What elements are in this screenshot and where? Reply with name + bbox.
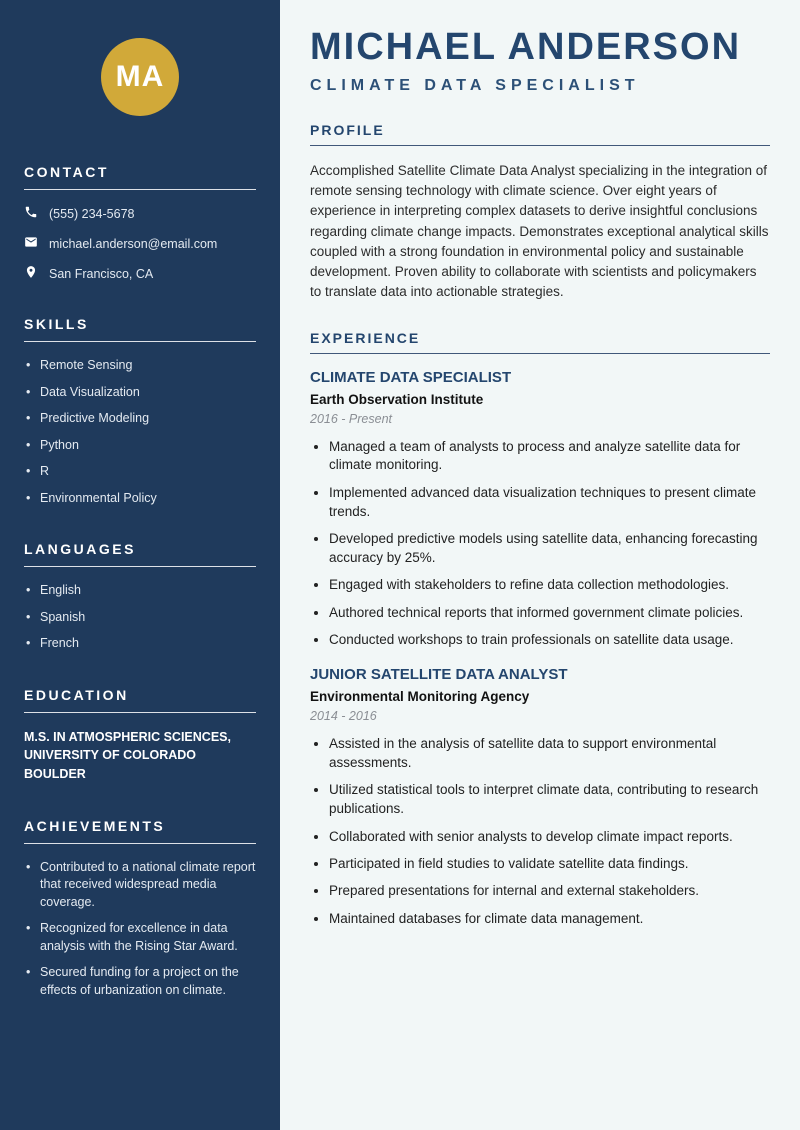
job-entry-1 xyxy=(310,369,770,651)
profile-text: Accomplished Satellite Climate Data Analyst specializing in the integration of remote sensing technology with climate science. Over eight years of experience in interpreting complex datasets to derive insightful conclusions regarding climate change impacts. Demonstrates exceptional analytical skills coupled with a strong foundation in environmental policy and sustainable development. Proven ability to collaborate with scientists and policymakers to translate data into actionable strategies. xyxy=(310,162,769,300)
job-2-title: JUNIOR SATELLITE DATA ANALYST xyxy=(310,666,568,684)
contact-email-row xyxy=(24,235,256,252)
job-bullet: • Conducted workshops to train professionals on satellite data usage. xyxy=(329,631,770,650)
job-bullet: • Maintained databases for climate data management. xyxy=(329,910,770,929)
achievements-divider xyxy=(24,843,256,844)
profile-section xyxy=(310,122,770,303)
languages-section xyxy=(24,541,256,653)
education-divider xyxy=(24,712,256,713)
languages-list xyxy=(24,582,256,653)
contact-location-text: San Francisco, CA xyxy=(49,266,154,281)
profile-divider xyxy=(310,145,770,146)
job-entry-2 xyxy=(310,666,770,929)
contact-section xyxy=(24,164,256,282)
skill-item: • Remote Sensing xyxy=(24,357,256,375)
language-item: • Spanish xyxy=(24,609,256,627)
job-bullet: • Authored technical reports that informed government climate policies. xyxy=(329,604,770,623)
location-icon xyxy=(24,265,38,282)
achievement-item: • Contributed to a national climate report that received widespread media coverage. xyxy=(24,859,256,912)
job-bullet: • Utilized statistical tools to interpret climate data, contributing to research publications. xyxy=(329,781,770,819)
job-bullet: • Managed a team of analysts to process and analyze satellite data for climate monitoring. xyxy=(329,438,770,476)
phone-icon xyxy=(24,205,38,222)
achievement-item: • Secured funding for a project on the effects of urbanization on climate. xyxy=(24,964,256,999)
skill-item: • Data Visualization xyxy=(24,384,256,402)
job-bullet: • Implemented advanced data visualization techniques to present climate trends. xyxy=(329,484,770,522)
job-bullet: • Developed predictive models using satellite data, enhancing forecasting accuracy by 25%. xyxy=(329,530,770,568)
achievement-item: • Recognized for excellence in data analysis with the Rising Star Award. xyxy=(24,920,256,955)
language-item: • French xyxy=(24,635,256,653)
language-item: • English xyxy=(24,582,256,600)
person-name: MICHAEL ANDERSON xyxy=(310,26,742,68)
experience-section xyxy=(310,330,770,929)
avatar-initials: MA xyxy=(115,60,165,93)
job-2-company: Environmental Monitoring Agency xyxy=(310,689,530,705)
experience-divider xyxy=(310,353,770,354)
job-1-title: CLIMATE DATA SPECIALIST xyxy=(310,368,512,386)
contact-phone-row xyxy=(24,205,256,222)
experience-heading: EXPERIENCE xyxy=(310,329,421,346)
job-bullet: • Prepared presentations for internal and external stakeholders. xyxy=(329,882,770,901)
achievements-section xyxy=(24,818,256,1000)
contact-location-row xyxy=(24,265,256,282)
job-bullet: • Assisted in the analysis of satellite data to support environmental assessments. xyxy=(329,735,770,773)
job-1-company: Earth Observation Institute xyxy=(310,391,484,407)
skill-item: • Python xyxy=(24,437,256,455)
languages-divider xyxy=(24,566,256,567)
job-bullet: • Participated in field studies to validate satellite data findings. xyxy=(329,855,770,874)
contact-divider xyxy=(24,189,256,190)
skills-divider xyxy=(24,341,256,342)
job-2-dates: 2014 - 2016 xyxy=(310,709,377,724)
profile-heading: PROFILE xyxy=(310,121,385,138)
skill-item: • Predictive Modeling xyxy=(24,410,256,428)
education-degree: M.S. IN ATMOSPHERIC SCIENCES, UNIVERSITY OF COLORADO BOULDER xyxy=(24,729,231,781)
skills-section xyxy=(24,316,256,507)
job-1-bullets xyxy=(310,438,770,651)
job-bullet: • Collaborated with senior analysts to develop climate impact reports. xyxy=(329,828,770,847)
skill-item: • Environmental Policy xyxy=(24,490,256,508)
job-2-bullets xyxy=(310,735,770,929)
sidebar xyxy=(0,0,280,1130)
achievements-heading: ACHIEVEMENTS xyxy=(24,817,166,834)
skill-item: • R xyxy=(24,463,256,481)
skills-heading: SKILLS xyxy=(24,316,89,332)
achievements-list xyxy=(24,859,256,1000)
contact-email-text: michael.anderson@email.com xyxy=(49,236,218,251)
contact-phone-text: (555) 234-5678 xyxy=(49,206,135,221)
person-title: CLIMATE DATA SPECIALIST xyxy=(310,76,640,94)
job-1-dates: 2016 - Present xyxy=(310,411,392,426)
education-section xyxy=(24,687,256,784)
contact-heading: CONTACT xyxy=(24,164,109,180)
skills-list xyxy=(24,357,256,507)
avatar-wrap xyxy=(24,38,256,116)
languages-heading: LANGUAGES xyxy=(24,541,136,557)
email-icon xyxy=(24,235,38,252)
main-content xyxy=(280,0,800,1130)
job-bullet: • Engaged with stakeholders to refine data collection methodologies. xyxy=(329,576,770,595)
avatar xyxy=(101,38,179,116)
education-heading: EDUCATION xyxy=(24,686,129,703)
